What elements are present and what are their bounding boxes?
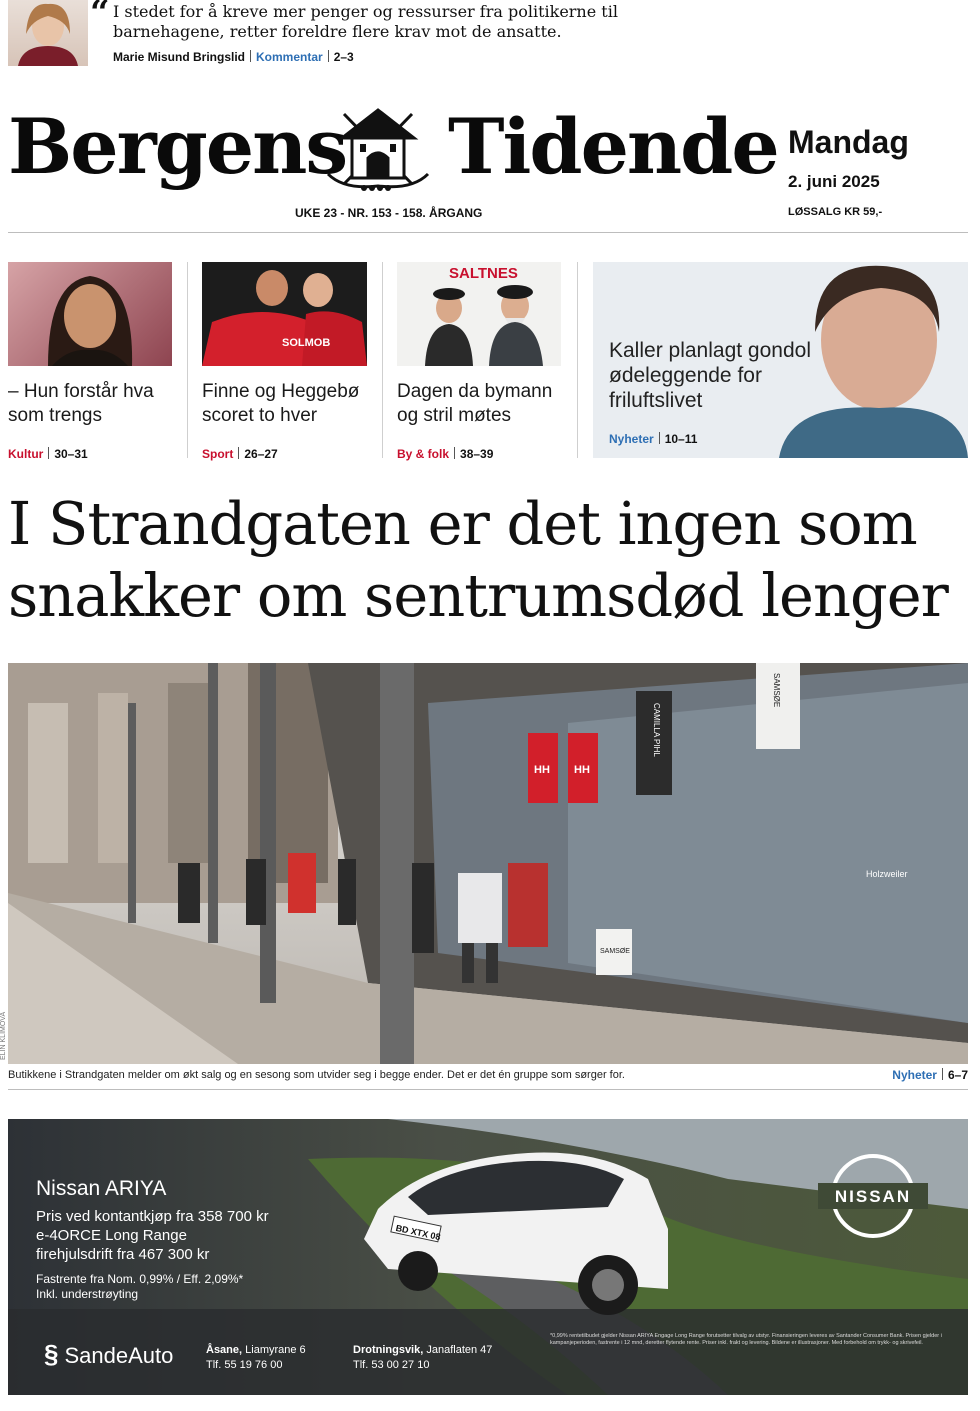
svg-text:SAMSØE: SAMSØE bbox=[772, 673, 781, 708]
feature-title: Kaller planlagt gondol ødeleggende for friluftslivet bbox=[609, 339, 811, 412]
quote-strip bbox=[8, 0, 968, 70]
ad-fine-print: *0,99% rentetilbudet gjelder Nissan ARIYA Engage Long Range forutsetter tilvalg av utstyr. Finansieringen leveres av Santander Consumer Bank. Prisen gjelder i kampanjeperioden, fastrente i 12 mnd, deretter flytende rente. Priser inkl. frakt og levering. Bildene er illustrasjoner. Med forbehold om trykk- og skrivefeil. bbox=[550, 1333, 942, 1346]
teaser-divider bbox=[187, 262, 188, 458]
crest-icon bbox=[314, 104, 442, 192]
quote-mark-icon: “ bbox=[90, 0, 110, 33]
teaser-meta: Kultur 30–31 bbox=[8, 447, 88, 461]
dealer-address-asane: Åsane, Liamyrane 6 Tlf. 55 19 76 00 bbox=[206, 1344, 306, 1371]
teaser-meta: Sport 26–27 bbox=[202, 447, 278, 461]
masthead bbox=[8, 98, 968, 232]
nissan-logo-icon bbox=[818, 1149, 928, 1243]
quote-byline bbox=[113, 50, 354, 64]
photo-credit: ELIN KLIMOVA bbox=[0, 1011, 7, 1060]
teaser-meta: By & folk 38–39 bbox=[397, 447, 494, 461]
ad-extra: Inkl. understrøyting bbox=[36, 1287, 139, 1301]
ad-price-line: firehjulsdrift fra 467 300 kr bbox=[36, 1246, 210, 1263]
feature-meta: Nyheter 10–11 bbox=[609, 432, 698, 446]
weekday: Mandag bbox=[788, 124, 909, 160]
nissan-advertisement[interactable] bbox=[8, 1119, 968, 1395]
quote-author: Marie Misund Bringslid bbox=[113, 50, 246, 64]
svg-text:HH: HH bbox=[574, 764, 590, 776]
teaser-title: Dagen da bymann og stril møtes bbox=[397, 381, 553, 426]
main-photo bbox=[8, 663, 968, 1064]
svg-text:Holzweiler: Holzweiler bbox=[866, 869, 908, 879]
teaser-sport[interactable] bbox=[202, 262, 367, 462]
masthead-divider bbox=[8, 232, 968, 233]
teaser-title: Finne og Heggebø scoret to hver bbox=[202, 381, 360, 426]
quote-pages: 2–3 bbox=[333, 50, 354, 64]
feature-teaser[interactable] bbox=[593, 262, 968, 458]
ad-model: Nissan ARIYA bbox=[36, 1177, 167, 1200]
teaser-kultur[interactable] bbox=[8, 262, 172, 462]
logo-text-right: Tidende bbox=[448, 102, 778, 191]
photo-section-meta: Nyheter 6–7 bbox=[892, 1068, 968, 1082]
teaser-divider bbox=[382, 262, 383, 458]
main-headline[interactable]: I Strandgaten er det ingen som snakker om sentrumsdød lenger bbox=[8, 489, 948, 630]
dealer-address-drotningsvik: Drotningsvik, Janaflaten 47 Tlf. 53 00 27 10 bbox=[353, 1344, 493, 1371]
quote-text: I stedet for å kreve mer penger og ressurser fra politikerne til barnehagene, retter foreldre flere krav mot de ansatte. bbox=[113, 2, 618, 41]
teaser-title: – Hun forstår hva som trengs bbox=[8, 381, 154, 426]
svg-text:BD XTX 08: BD XTX 08 bbox=[394, 1222, 442, 1243]
teaser-image bbox=[8, 262, 172, 366]
ad-price-line: Pris ved kontantkjøp fra 358 700 kr bbox=[36, 1208, 269, 1225]
ad-price-line: e-4ORCE Long Range bbox=[36, 1227, 187, 1244]
svg-text:SOLMOB: SOLMOB bbox=[282, 337, 331, 349]
svg-text:SALTNES: SALTNES bbox=[449, 265, 518, 282]
svg-text:HH: HH bbox=[534, 764, 550, 776]
ad-rate: Fastrente fra Nom. 0,99% / Eff. 2,09%* bbox=[36, 1272, 244, 1286]
edition-line: UKE 23 - NR. 153 - 158. ÅRGANG bbox=[295, 206, 483, 220]
quote-section[interactable]: Kommentar bbox=[256, 50, 323, 64]
photo-caption: Butikkene i Strandgaten melder om økt salg og en sesong som utvider seg i begge ender. Det er det én gruppe som sørger for. bbox=[8, 1069, 625, 1081]
teaser-image bbox=[202, 262, 367, 366]
author-portrait bbox=[8, 0, 88, 66]
nissan-logo bbox=[818, 1149, 928, 1243]
svg-text:NISSAN: NISSAN bbox=[834, 1187, 912, 1206]
teaser-divider bbox=[577, 262, 578, 458]
dealer-mark-icon: § bbox=[44, 1339, 59, 1369]
teaser-by-og-folk[interactable] bbox=[397, 262, 561, 462]
dealer-logo: § SandeAuto bbox=[44, 1339, 174, 1369]
teaser-image bbox=[397, 262, 561, 366]
ad-divider bbox=[8, 1089, 968, 1090]
svg-text:CAMILLA PIHL: CAMILLA PIHL bbox=[652, 703, 661, 757]
price: LØSSALG KR 59,- bbox=[788, 206, 883, 218]
svg-text:SAMSØE: SAMSØE bbox=[600, 948, 630, 955]
issue-date: 2. juni 2025 bbox=[788, 172, 880, 191]
logo-text-left: Bergens bbox=[8, 102, 347, 191]
